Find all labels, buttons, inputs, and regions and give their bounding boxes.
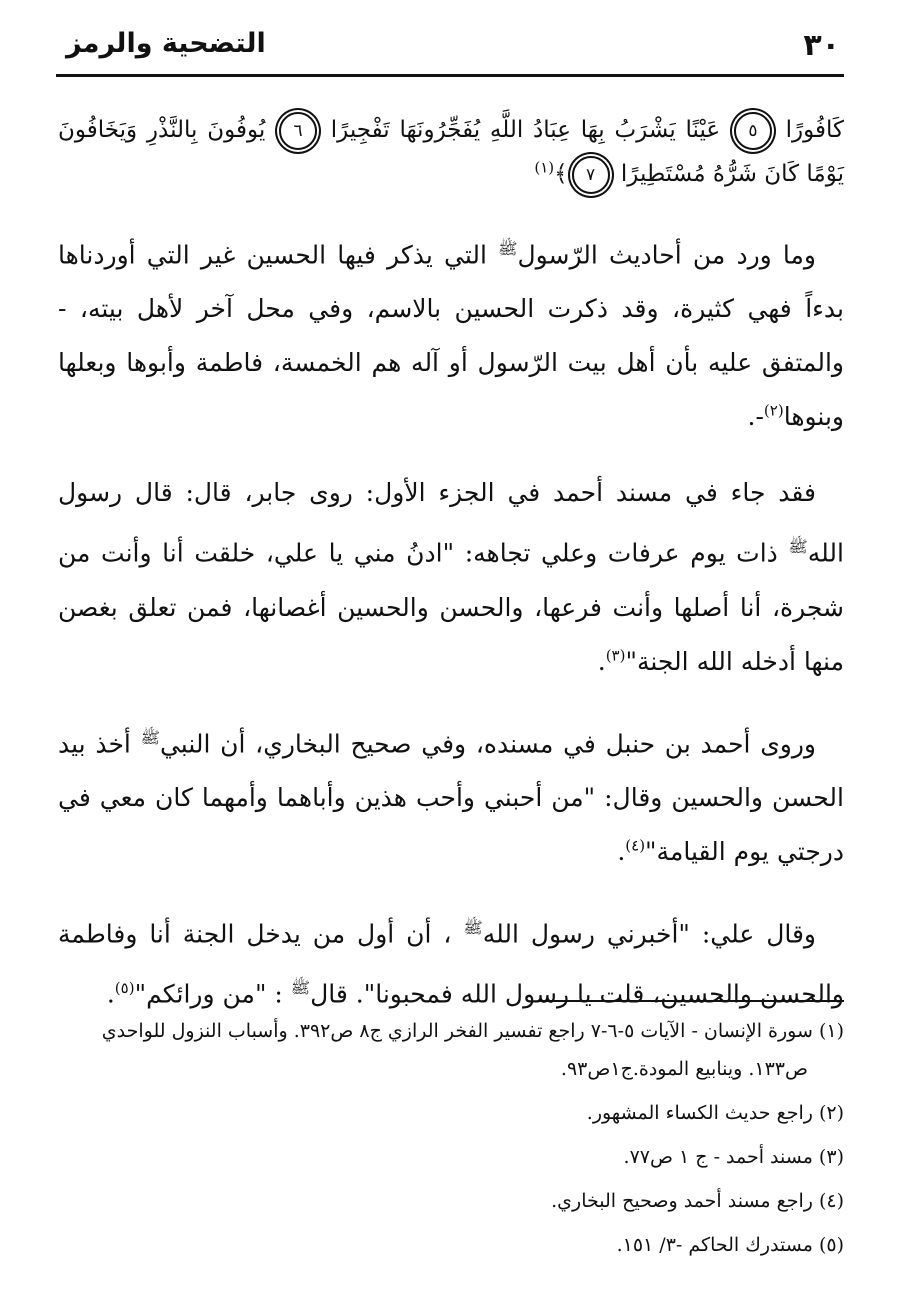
footnote-3: (٣) مسند أحمد - ج ١ ص٧٧. (623, 1146, 844, 1168)
footnote-ref-1: (١) (534, 158, 555, 177)
paragraph-text: وما ورد من أحاديث الرّسول (517, 240, 816, 270)
paragraph-3 (58, 711, 844, 879)
paragraph-text: : "من ورائكم" (134, 979, 291, 1009)
page-header (56, 22, 844, 77)
verse-text-1: كَافُورًا (785, 117, 844, 143)
ayah-number-5: ٥ (734, 112, 772, 150)
page-number: ٣٠ (803, 28, 840, 63)
footnote-4: (٤) راجع مسند أحمد وصحيح البخاري. (551, 1190, 844, 1212)
footnote-ref-2: (٢) (763, 402, 784, 420)
salawat-glyph: ﷺ (463, 917, 483, 937)
footnote-ref-4: (٤) (625, 836, 646, 855)
salawat-glyph: ﷺ (498, 239, 518, 258)
footnote-2: (٢) راجع حديث الكساء المشهور. (586, 1102, 844, 1124)
paragraph-text: وروى أحمد بن حنبل في مسنده، وفي صحيح البخاري، أن النبي (159, 728, 817, 758)
footnote-separator (538, 1000, 844, 1002)
paragraph-text: . (617, 836, 626, 866)
paragraph-text: -. (747, 402, 764, 432)
paragraph-text: ذات يوم عرفات وعلي تجاهه: "ادنُ مني يا علي، خلقت أنا وأنت من شجرة، أنا أصلها وأنت فرعها، والحسن والحسين أغصانها، فمن تعلق بغصن منها أدخله الله الجنة" (58, 538, 844, 676)
paragraph-text: وقال علي: "أخبرني رسول الله (482, 919, 816, 949)
ayah-number-6: ٦ (279, 112, 317, 150)
quran-verse (58, 108, 844, 196)
footnotes (58, 1012, 844, 1270)
paragraph-text: . (106, 979, 115, 1009)
salawat-glyph: ﷺ (140, 727, 160, 747)
paragraph-4 (58, 901, 844, 1022)
paragraph-1 (58, 222, 844, 444)
verse-close-bracket: ﴾ (554, 161, 568, 187)
paragraph-text: فقد جاء في مسند أحمد في الجزء الأول: روى جابر، قال: قال رسول الله (58, 478, 844, 568)
ayah-number-7: ٧ (572, 156, 610, 194)
salawat-glyph: ﷺ (788, 537, 808, 557)
footnote-5: (٥) مستدرك الحاكم -٣/ ١٥١. (616, 1234, 844, 1256)
verse-text-2: عَيْنًا يَشْرَبُ بِهَا عِبَادُ اللَّهِ يُفَجِّرُونَهَا تَفْجِيرًا (330, 117, 721, 143)
footnote-ref-3: (٣) (605, 646, 626, 665)
footnote-ref-5: (٥) (114, 979, 135, 998)
running-title: التضحية والرمز (66, 28, 266, 59)
paragraph-text: أخذ بيد الحسن والحسين وقال: "من أحبني وأحب هذين وأباهما وأمهما كان معي في درجتي يوم القيامة" (58, 728, 844, 866)
paragraph-2 (58, 466, 844, 688)
footnote-1: (١) سورة الإنسان - الآيات ٥-٦-٧ راجع تفسير الفخر الرازي ج٨ ص٣٩٢. وأسباب النزول للواحدي ص١٣٣. وينابيع المودة.ج١ص٩٣. (101, 1020, 844, 1080)
paragraph-text: ، أن أول من يدخل الجنة أنا وفاطمة والحسن والحسين، قلت يا رسول الله فمحبونا". قال (58, 919, 844, 1009)
salawat-glyph: ﷺ (290, 978, 311, 998)
verse-text-3: يُوفُونَ بِالنَّذْرِ وَيَخَافُونَ يَوْمًا كَانَ شَرُّهُ مُسْتَطِيرًا (58, 117, 844, 187)
main-text (58, 108, 844, 1044)
paragraph-text: . (597, 646, 606, 676)
paragraph-text: التي يذكر فيها الحسين غير التي أوردناها بدءاً فهي كثيرة، وقد ذكرت الحسين بالاسم، وفي محل آخر لأهل بيته، - والمتفق عليه بأن أهل بيت الرّسول أو آله هم الخمسة، فاطمة وأبوها وبعلها وبنوها (58, 240, 844, 432)
